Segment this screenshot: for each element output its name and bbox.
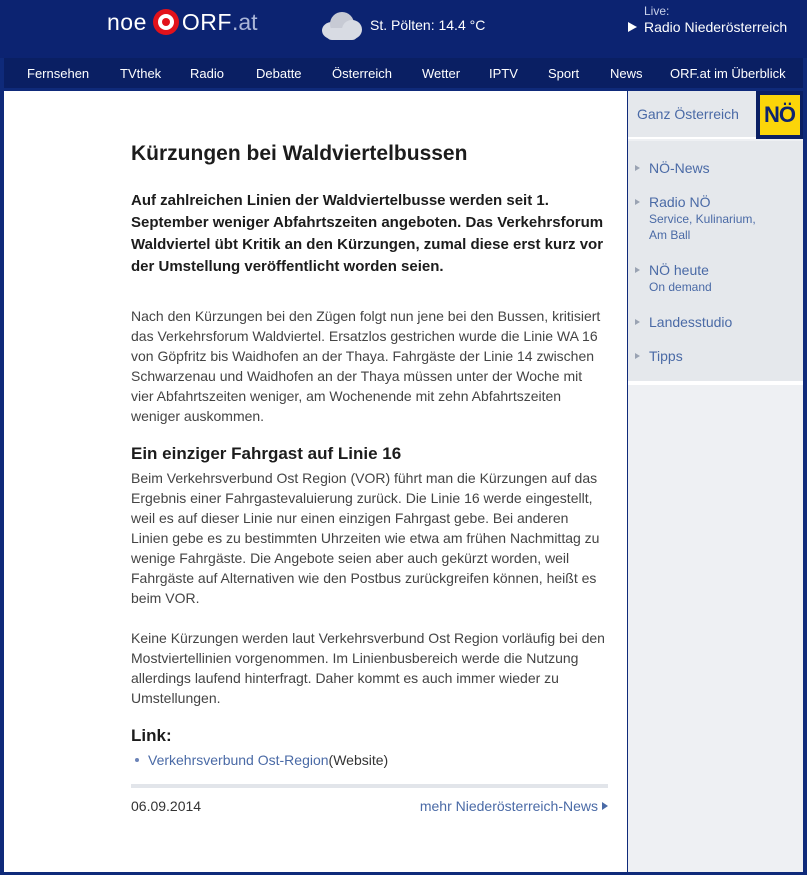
sidebar-item-tipps[interactable] bbox=[635, 347, 683, 365]
nav-wetter[interactable]: Wetter bbox=[422, 66, 461, 81]
nav-debatte[interactable]: Debatte bbox=[256, 66, 302, 81]
sidebar-item-noe-news[interactable] bbox=[635, 159, 710, 177]
live-label: Live: bbox=[644, 4, 670, 18]
arrow-right-icon bbox=[602, 802, 608, 810]
live-radio[interactable] bbox=[628, 4, 787, 35]
article-subheading: Ein einziger Fahrgast auf Linie 16 bbox=[131, 444, 402, 463]
sidebar-item-label[interactable]: Tipps bbox=[649, 348, 683, 364]
noe-orf-logo[interactable] bbox=[107, 8, 258, 36]
main-navigation bbox=[4, 58, 803, 88]
cloud-icon bbox=[320, 9, 364, 41]
noe-badge-icon: NÖ bbox=[760, 95, 800, 135]
weather-widget[interactable] bbox=[320, 8, 485, 42]
live-station-link[interactable]: Radio Niederösterreich bbox=[644, 19, 788, 35]
triangle-right-icon bbox=[635, 165, 640, 171]
article-paragraph-2: Beim Verkehrsverbund Ost Region (VOR) führt man die Kürzungen auf das Ergebnis einer Fahrgastevaluierung zurück. Die Linie 16 werde eingestellt, weil es auf dieser Linie nur einen einzigen Fahrgast gebe. Bei anderen Linien gebe es zu bestimmten Uhrzeiten wie etwa am frühen Nachmittag zu wenige Fahrgäste. Die Angebote seien aber auch gekürzt worden, weil Fahrgäste auf Alternativen wie den Postbus zurückgreifen können, heißt es beim VOR. bbox=[131, 470, 600, 606]
link-heading: Link: bbox=[131, 726, 172, 745]
article-paragraph-1: Nach den Kürzungen bei den Zügen folgt nun jene bei den Bussen, kritisiert das Verkehrsforum Waldviertel. Ersatzlos gestrichen wurde die Linie WA 16 von Göpfritz bis Waidhofen an der Thaya. Fahrgäste der Linie 14 zwischen Schwarzenau und Waidhofen an der Thaya müssen unter der Woche mit vier Abfahrtszeiten weniger, am Wochenende mit zehn Abfahrtszeiten weniger auskommen. bbox=[131, 308, 601, 424]
nav-oesterreich[interactable]: Österreich bbox=[332, 66, 392, 81]
article-footer bbox=[131, 798, 608, 814]
sidebar-item-label[interactable]: NÖ-News bbox=[649, 160, 710, 176]
logo-noe-text: noe bbox=[107, 8, 147, 35]
sidebar-item-radio-noe[interactable] bbox=[635, 193, 774, 243]
sidebar bbox=[628, 91, 803, 872]
article-lead: Auf zahlreichen Linien der Waldviertelbusse werden seit 1. September weniger Abfahrtszeiten angeboten. Das Verkehrsforum Waldviertel übt Kritik an den Kürzungen, zumal diese erst kurz vor der Umstellung veröffentlicht worden seien. bbox=[131, 192, 604, 275]
nav-sport[interactable]: Sport bbox=[548, 66, 580, 81]
play-icon[interactable] bbox=[628, 22, 637, 32]
nav-news[interactable]: News bbox=[610, 66, 643, 81]
nav-fernsehen[interactable]: Fernsehen bbox=[27, 66, 90, 81]
region-tabs bbox=[628, 91, 803, 139]
vor-website-link[interactable]: Verkehrsverbund Ost-Region bbox=[148, 752, 329, 768]
triangle-right-icon bbox=[635, 199, 640, 205]
sidebar-item-label[interactable]: Landesstudio bbox=[649, 314, 733, 330]
nav-iptv[interactable]: IPTV bbox=[489, 66, 518, 81]
article-date: 06.09.2014 bbox=[131, 798, 202, 814]
site-header bbox=[0, 0, 807, 58]
sidebar-item-landesstudio[interactable] bbox=[635, 313, 732, 331]
tab-ganz-oesterreich[interactable]: Ganz Österreich bbox=[628, 91, 756, 139]
footer-divider bbox=[131, 784, 608, 788]
logo-orf-text: ORF bbox=[181, 8, 232, 35]
article bbox=[131, 141, 608, 814]
main-content bbox=[4, 91, 627, 872]
orf-eye-icon bbox=[153, 9, 179, 35]
article-paragraph-3: Keine Kürzungen werden laut Verkehrsverbund Ost Region vorläufig bei den Mostviertellinien vorgenommen. Im Linienbusbereich werde die Nutzung allerdings laufend hinterfragt. Daher kommt es auch immer wieder zu Umstellungen. bbox=[131, 630, 605, 706]
triangle-right-icon bbox=[635, 319, 640, 325]
sidebar-item-label[interactable]: Radio NÖ bbox=[649, 194, 711, 210]
logo-dot-at-text: .at bbox=[231, 8, 258, 35]
sidebar-item-sub[interactable]: On demand bbox=[649, 280, 712, 294]
sidebar-menu bbox=[628, 141, 803, 381]
sidebar-item-sub[interactable]: Service, Kulinarium, Am Ball bbox=[649, 212, 756, 242]
nav-tvthek[interactable]: TVthek bbox=[120, 66, 162, 81]
link-suffix: (Website) bbox=[328, 752, 389, 768]
triangle-right-icon bbox=[635, 267, 640, 273]
more-news-link[interactable] bbox=[420, 798, 608, 814]
more-news-label[interactable]: mehr Niederösterreich-News bbox=[419, 798, 598, 814]
sidebar-item-noe-heute[interactable] bbox=[635, 261, 712, 295]
nav-orf-ueberblick[interactable]: ORF.at im Überblick bbox=[670, 66, 786, 81]
sidebar-item-label[interactable]: NÖ heute bbox=[649, 262, 709, 278]
weather-temperature: St. Pölten: 14.4 °C bbox=[370, 17, 486, 33]
nav-radio[interactable]: Radio bbox=[190, 66, 224, 81]
link-list-item bbox=[131, 752, 608, 768]
article-title: Kürzungen bei Waldviertelbussen bbox=[131, 142, 468, 165]
tab-noe[interactable] bbox=[756, 91, 803, 139]
sidebar-separator bbox=[628, 381, 803, 385]
triangle-right-icon bbox=[635, 353, 640, 359]
bullet-icon bbox=[135, 758, 139, 762]
